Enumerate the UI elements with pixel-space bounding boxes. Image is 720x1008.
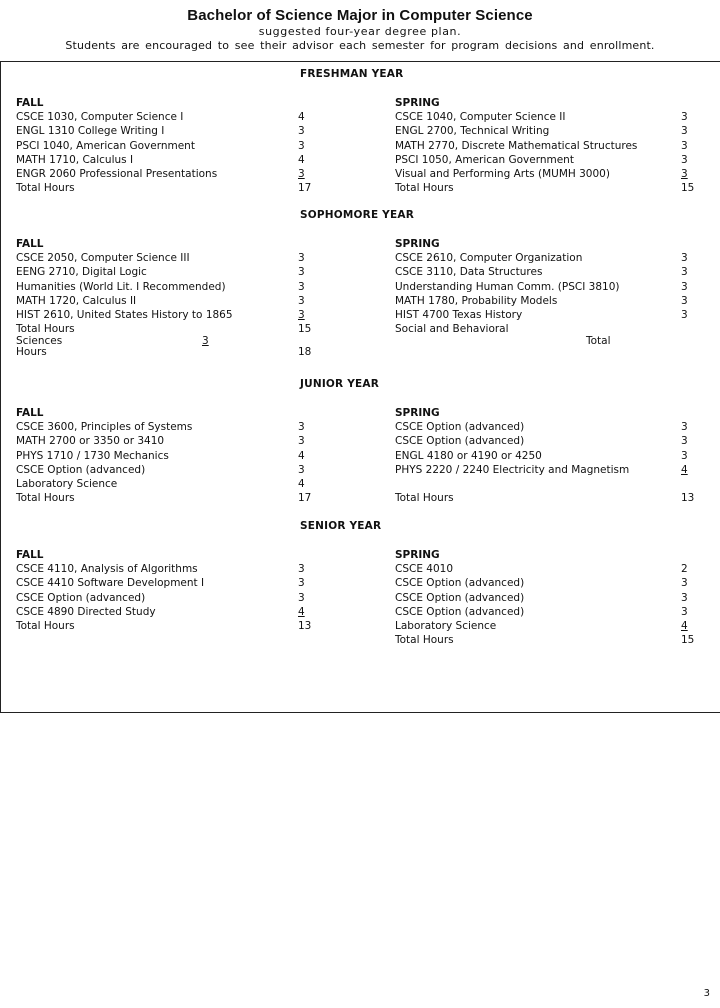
course-name: CSCE Option (advanced) [16, 591, 146, 604]
course-hours: 4 [298, 605, 305, 618]
total-label: Total Hours [395, 634, 454, 647]
course-row [16, 463, 316, 477]
wrapped-hours-label: Hours [16, 346, 47, 358]
total-hours: 15 [298, 323, 312, 336]
course-name: MATH 2770, Discrete Mathematical Structures [395, 139, 638, 152]
course-row [395, 562, 695, 576]
freshman-year-heading: FRESHMAN YEAR [300, 68, 404, 80]
course-row [16, 591, 316, 605]
course-name: Visual and Performing Arts (MUMH 3000) [395, 167, 610, 180]
course-name: CSCE Option (advanced) [395, 591, 525, 604]
junior-year-heading: JUNIOR YEAR [300, 378, 379, 390]
total-hours: 15 [681, 182, 695, 195]
course-hours: 3 [681, 449, 688, 462]
course-row [395, 463, 695, 477]
course-hours: 3 [681, 153, 688, 166]
course-hours: 3 [298, 435, 305, 448]
total-label: Total Hours [395, 492, 454, 505]
course-hours: 3 [681, 294, 688, 307]
course-row [16, 110, 316, 124]
wrapped-total-label: Total [586, 335, 611, 347]
course-hours: 4 [298, 153, 305, 166]
course-name: CSCE 4410 Software Development I [16, 577, 205, 590]
course-hours: 3 [681, 111, 688, 124]
course-name: PHYS 2220 / 2240 Electricity and Magnetism [395, 463, 630, 476]
total-hours: 15 [681, 634, 695, 647]
course-hours: 3 [681, 139, 688, 152]
course-hours: 3 [298, 266, 305, 279]
wrapped-course-text: Sciences [16, 335, 63, 347]
total-label: Total Hours [16, 182, 75, 195]
course-name: CSCE 3600, Principles of Systems [16, 421, 193, 434]
course-name: CSCE 3110, Data Structures [395, 266, 543, 279]
total-label: Total Hours [16, 323, 75, 336]
course-row [16, 124, 316, 138]
course-hours: 3 [681, 266, 688, 279]
junior-spring-semester [395, 406, 695, 505]
course-row [395, 605, 695, 619]
course-row [395, 619, 695, 633]
course-hours: 2 [681, 563, 688, 576]
course-hours: 3 [298, 463, 305, 476]
course-row [395, 434, 695, 448]
total-row [395, 181, 695, 195]
course-name: CSCE Option (advanced) [16, 463, 146, 476]
course-name: Laboratory Science [16, 477, 118, 490]
course-row [395, 576, 695, 590]
course-row [395, 110, 695, 124]
course-name: CSCE 1030, Computer Science I [16, 111, 184, 124]
course-name: CSCE Option (advanced) [395, 577, 525, 590]
course-row [16, 294, 316, 308]
course-name: Humanities (World Lit. I Recommended) [16, 280, 226, 293]
total-row [395, 633, 695, 647]
semester-heading: SPRING [395, 407, 440, 419]
semester-heading: FALL [16, 97, 44, 109]
course-row [395, 265, 695, 279]
course-row [16, 167, 316, 181]
course-hours: 3 [298, 125, 305, 138]
total-label: Total Hours [16, 619, 75, 632]
course-name: Understanding Human Comm. (PSCI 3810) [395, 280, 620, 293]
course-hours: 3 [681, 605, 688, 618]
course-name: CSCE 2050, Computer Science III [16, 252, 190, 265]
course-row [395, 153, 695, 167]
course-hours: 4 [681, 619, 688, 632]
course-row [395, 591, 695, 605]
course-hours: 3 [681, 421, 688, 434]
senior-spring-semester [395, 548, 695, 647]
course-name: CSCE 4010 [395, 563, 454, 576]
course-hours: 3 [681, 591, 688, 604]
course-row [395, 124, 695, 138]
wrapped-total-hours: 18 [298, 346, 312, 358]
course-name: HIST 2610, United States History to 1865 [16, 308, 233, 321]
document-subtitle: suggested four-year degree plan. [258, 25, 462, 38]
total-row [16, 181, 316, 195]
course-name: ENGL 2700, Technical Writing [395, 125, 550, 138]
course-row [16, 153, 316, 167]
course-hours: 4 [298, 477, 305, 490]
blank-row [395, 477, 695, 491]
course-row [395, 167, 695, 181]
semester-heading: SPRING [395, 97, 440, 109]
course-row [16, 605, 316, 619]
course-name: CSCE Option (advanced) [395, 421, 525, 434]
course-row [395, 139, 695, 153]
total-label: Total Hours [395, 182, 454, 195]
course-hours: 3 [298, 421, 305, 434]
course-name: Laboratory Science [395, 619, 497, 632]
total-hours: 17 [298, 492, 312, 505]
course-name: PHYS 1710 / 1730 Mechanics [16, 449, 169, 462]
course-hours: 3 [298, 294, 305, 307]
semester-heading: FALL [16, 549, 44, 561]
sophomore-fall-semester [16, 237, 316, 336]
junior-fall-semester [16, 406, 316, 505]
wrapped-course-hours: 3 [202, 335, 209, 347]
semester-heading: SPRING [395, 549, 440, 561]
course-hours: 3 [681, 125, 688, 138]
freshman-fall-semester [16, 96, 316, 195]
course-name: MATH 1720, Calculus II [16, 294, 137, 307]
course-hours: 3 [298, 280, 305, 293]
course-hours: 3 [681, 577, 688, 590]
course-name: CSCE 4890 Directed Study [16, 605, 156, 618]
course-name: MATH 2700 or 3350 or 3410 [16, 435, 165, 448]
page-number: 3 [703, 988, 710, 999]
freshman-spring-semester [395, 96, 695, 195]
course-hours: 3 [681, 308, 688, 321]
course-name: CSCE 4110, Analysis of Algorithms [16, 563, 198, 576]
semester-heading: FALL [16, 238, 44, 250]
course-row [16, 308, 316, 322]
course-name: CSCE Option (advanced) [395, 435, 525, 448]
course-hours: 3 [681, 435, 688, 448]
course-row [395, 322, 695, 336]
total-label: Total Hours [16, 492, 75, 505]
document-header [0, 6, 720, 53]
semester-heading: FALL [16, 407, 44, 419]
course-hours: 3 [298, 139, 305, 152]
document-title: Bachelor of Science Major in Computer Science [187, 7, 533, 24]
course-row [395, 308, 695, 322]
total-row [395, 491, 695, 505]
course-hours: 3 [681, 167, 688, 180]
course-hours: 3 [298, 308, 305, 321]
course-name: EENG 2710, Digital Logic [16, 266, 147, 279]
course-name: HIST 4700 Texas History [395, 308, 523, 321]
total-hours: 17 [298, 182, 312, 195]
sophomore-spring-semester [395, 237, 695, 336]
course-row [16, 576, 316, 590]
course-name: PSCI 1050, American Government [395, 153, 574, 166]
course-row [395, 420, 695, 434]
course-hours: 3 [298, 577, 305, 590]
total-row [16, 619, 316, 633]
course-row [395, 280, 695, 294]
course-hours: 4 [681, 463, 688, 476]
course-row [16, 251, 316, 265]
course-hours: 3 [298, 252, 305, 265]
senior-fall-semester [16, 548, 316, 633]
course-row [395, 449, 695, 463]
course-hours: 3 [298, 167, 305, 180]
senior-year-heading: SENIOR YEAR [300, 520, 382, 532]
total-hours: 13 [298, 619, 312, 632]
course-row [16, 434, 316, 448]
course-hours: 3 [298, 563, 305, 576]
course-name: ENGR 2060 Professional Presentations [16, 167, 218, 180]
semester-heading: SPRING [395, 238, 440, 250]
course-hours: 4 [298, 449, 305, 462]
advisor-note: Students are encouraged to see their advisor each semester for program decisions and enrollment. [65, 39, 655, 52]
course-name: MATH 1780, Probability Models [395, 294, 558, 307]
course-name: CSCE 2610, Computer Organization [395, 252, 583, 265]
course-name: MATH 1710, Calculus I [16, 153, 134, 166]
course-name: Social and Behavioral [395, 323, 509, 336]
course-row [16, 562, 316, 576]
course-row [16, 280, 316, 294]
course-row [16, 477, 316, 491]
course-hours: 4 [298, 111, 305, 124]
course-row [395, 294, 695, 308]
total-row [16, 491, 316, 505]
total-hours: 13 [681, 492, 695, 505]
sophomore-year-heading: SOPHOMORE YEAR [300, 209, 414, 221]
course-name: CSCE 1040, Computer Science II [395, 111, 566, 124]
course-row [395, 251, 695, 265]
course-hours: 3 [681, 280, 688, 293]
course-name: ENGL 1310 College Writing I [16, 125, 165, 138]
course-row [16, 139, 316, 153]
course-name: PSCI 1040, American Government [16, 139, 195, 152]
course-hours: 3 [681, 252, 688, 265]
course-hours: 3 [298, 591, 305, 604]
course-row [16, 265, 316, 279]
course-row [16, 449, 316, 463]
course-row [16, 420, 316, 434]
course-name: CSCE Option (advanced) [395, 605, 525, 618]
course-name: ENGL 4180 or 4190 or 4250 [395, 449, 542, 462]
